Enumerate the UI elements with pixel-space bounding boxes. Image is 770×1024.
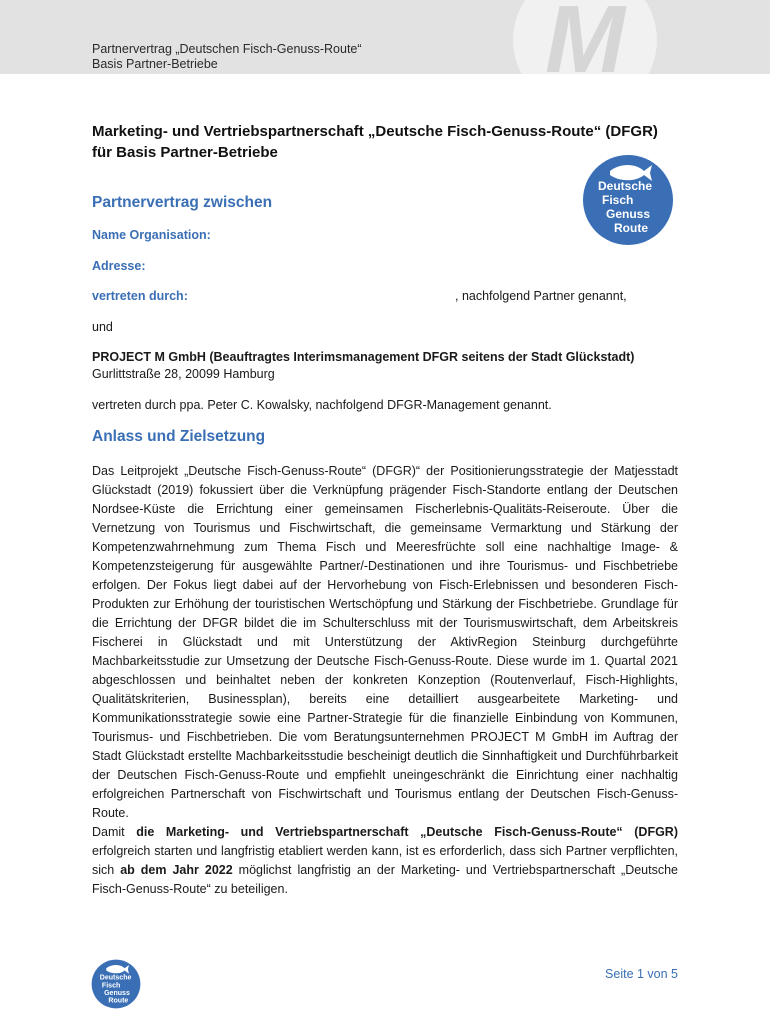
p2-part-a: Damit bbox=[92, 825, 137, 839]
svg-text:M: M bbox=[545, 0, 625, 93]
header-line-1: Partnervertrag „Deutschen Fisch-Genuss-Route“ bbox=[92, 42, 362, 56]
dfgr-logo-badge bbox=[580, 152, 676, 248]
represented-by-label: vertreten durch: bbox=[92, 289, 188, 303]
partner-designation: , nachfolgend Partner genannt, bbox=[455, 289, 627, 303]
logo-word-3: Genuss bbox=[606, 207, 651, 221]
project-m-watermark-icon bbox=[505, 0, 665, 93]
footer-logo-word-2: Fisch bbox=[101, 982, 121, 990]
party2-representation: vertreten durch ppa. Peter C. Kowalsky, nachfolgend DFGR-Management genannt. bbox=[92, 398, 552, 412]
logo-word-2: Fisch bbox=[602, 193, 634, 207]
logo-word-1: Deutsche bbox=[598, 179, 653, 193]
logo-word-4: Route bbox=[614, 221, 648, 235]
party2-name: PROJECT M GmbH (Beauftragtes Interimsmanagement DFGR seitens der Stadt Glückstadt) bbox=[92, 350, 635, 364]
footer-logo-word-4: Route bbox=[108, 997, 129, 1005]
page-number: Seite 1 von 5 bbox=[605, 967, 678, 981]
footer-logo-word-1: Deutsche bbox=[99, 974, 132, 982]
section-heading: Anlass und Zielsetzung bbox=[92, 428, 266, 445]
section-paragraph-1: Das Leitprojekt „Deutsche Fisch-Genuss-Route“ (DFGR)“ der Positionierungsstrategie der Matjesstadt Glückstadt (2019) fokussiert über die Verknüpfung prägender Fisch-Standorte entlang der Deutschen Nordsee-Küste die Errichtung einer gemeinsamen Fischerlebnis-Qualitäts-Reiseroute. Über die Vernetzung von Tourismus und Fischwirtschaft, die gemeinsame Vermarktung und Stärkung der Kompetenzwahrnehmung zum Thema Fisch und Meeresfrüchte soll eine nachhaltige Image- & Kompetenzsteigerung für ausgewählte Partner/-Destinationen und ihre Tourismus- und Fischbetriebe erfolgen. Der Fokus liegt dabei auf der Hervorhebung von Fisch-Erlebnissen und besonderen Fisch-Produkten zur Erhöhung der touristischen Wertschöpfung und Stärkung der Fischbetriebe. Grundlage für die Errichtung der DFGR bildet die im Schulterschluss mit der Tourismuswirtschaft, dem Arbeitskreis Fischerei in Glückstadt und mit Unterstützung der AktivRegion Steinburg durchgeführte Machbarkeitsstudie zur Umsetzung der Deutsche Fisch-Genuss-Route. Diese wurde im 1. Quartal 2021 abgeschlossen und beinhaltet neben der konkreten Konzeption (Routenverlauf, Fisch-Highlights, Qualitätskriterien, Businessplan), bereits eine detailliert ausgearbeitete Marketing- und Kommunikationsstrategie sowie eine Partner-Strategie für die finanzielle Einbindung von Kommunen, Tourismus- und Fischbetrieben. Die vom Beratungsunternehmen PROJECT M GmbH im Auftrag der Stadt Glückstadt erstellte Machbarkeitsstudie bescheinigt deutlich die Sinnhaftigkeit und Durchführbarkeit der Deutschen Fisch-Genuss-Route und empfiehlt uneingeschränkt die Einrichtung einer nachhaltig erfolgreichen Partnerschaft von Fischwirtschaft und Tourismus entlang der Deutschen Fisch-Genuss-Route. bbox=[92, 464, 678, 820]
footer-logo-word-3: Genuss bbox=[104, 989, 130, 997]
header-text bbox=[92, 42, 362, 72]
header-line-2: Basis Partner-Betriebe bbox=[92, 57, 218, 71]
title-line-2: für Basis Partner-Betriebe bbox=[92, 144, 278, 161]
p2-part-c: erfolgreich starten und langfristig etabliert werden kann, ist es erforderlich, dass sich Partner verpflichten, sich bbox=[92, 844, 678, 877]
p2-part-d: ab dem Jahr 2022 bbox=[120, 863, 233, 877]
section-paragraph-2 bbox=[92, 823, 678, 899]
p2-part-b: die Marketing- und Vertriebspartnerschaft „Deutsche Fisch-Genuss-Route“ (DFGR) bbox=[136, 825, 678, 839]
p2-part-e: möglichst langfristig an der Marketing- und Vertriebspartnerschaft „Deutsche Fisch-Genuss-Route“ zu beteiligen. bbox=[92, 863, 679, 896]
and-text: und bbox=[92, 320, 113, 334]
page-header bbox=[0, 0, 770, 93]
title-line-1: Marketing- und Vertriebspartnerschaft „Deutsche Fisch-Genuss-Route“ (DFGR) bbox=[92, 123, 658, 140]
name-organisation-label: Name Organisation: bbox=[92, 228, 211, 242]
party2-address: Gurlittstraße 28, 20099 Hamburg bbox=[92, 367, 275, 381]
address-label: Adresse: bbox=[92, 259, 146, 273]
contract-heading: Partnervertrag zwischen bbox=[92, 194, 273, 211]
footer-logo-badge bbox=[90, 958, 142, 1010]
